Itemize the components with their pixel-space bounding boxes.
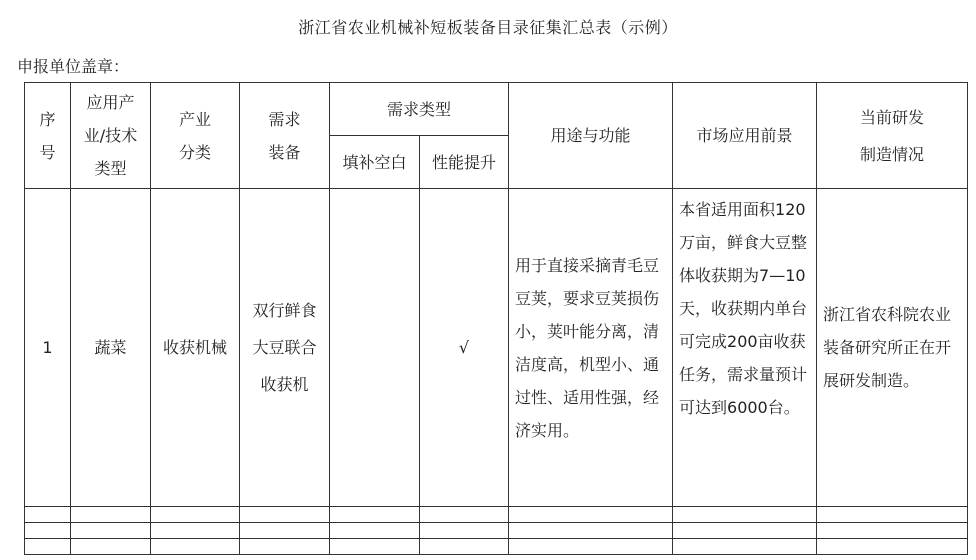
table-row (25, 539, 968, 555)
header-market: 市场应用前景 (673, 83, 817, 189)
header-usage: 用途与功能 (509, 83, 673, 189)
cell-seq: 1 (25, 189, 71, 507)
cell-usage: 用于直接采摘青毛豆豆荚，要求豆荚损伤小，荚叶能分离，清洁度高，机型小、通过性、适用性强，经济实用。 (509, 189, 673, 507)
cell-category: 收获机械 (151, 189, 240, 507)
header-equipment: 需求 装备 (240, 83, 330, 189)
cell-perf-up: √ (420, 189, 509, 507)
table-row (25, 189, 968, 507)
header-perf-up: 性能提升 (420, 136, 509, 189)
header-industry: 应用产 业/技术 类型 (71, 83, 151, 189)
cell-industry: 蔬菜 (71, 189, 151, 507)
summary-table (24, 82, 968, 555)
seal-label: 申报单位盖章： (17, 57, 130, 76)
cell-market: 本省适用面积120万亩，鲜食大豆整体收获期为7—10天，收获期内单台可完成200亩收获任务，需求量预计可达到6000台。 (673, 189, 817, 507)
header-seq: 序 号 (25, 83, 71, 189)
header-category: 产业 分类 (151, 83, 240, 189)
header-rnd: 当前研发 制造情况 (817, 83, 968, 189)
header-demand-type: 需求类型 (330, 83, 509, 136)
header-fill-gap: 填补空白 (330, 136, 420, 189)
cell-equipment: 双行鲜食 大豆联合 收获机 (240, 189, 330, 507)
page-title: 浙江省农业机械补短板装备目录征集汇总表（示例） (298, 18, 678, 37)
table-row (25, 523, 968, 539)
cell-rnd: 浙江省农科院农业装备研究所正在开展研发制造。 (817, 189, 968, 507)
cell-fill-gap (330, 189, 420, 507)
table-row (25, 507, 968, 523)
